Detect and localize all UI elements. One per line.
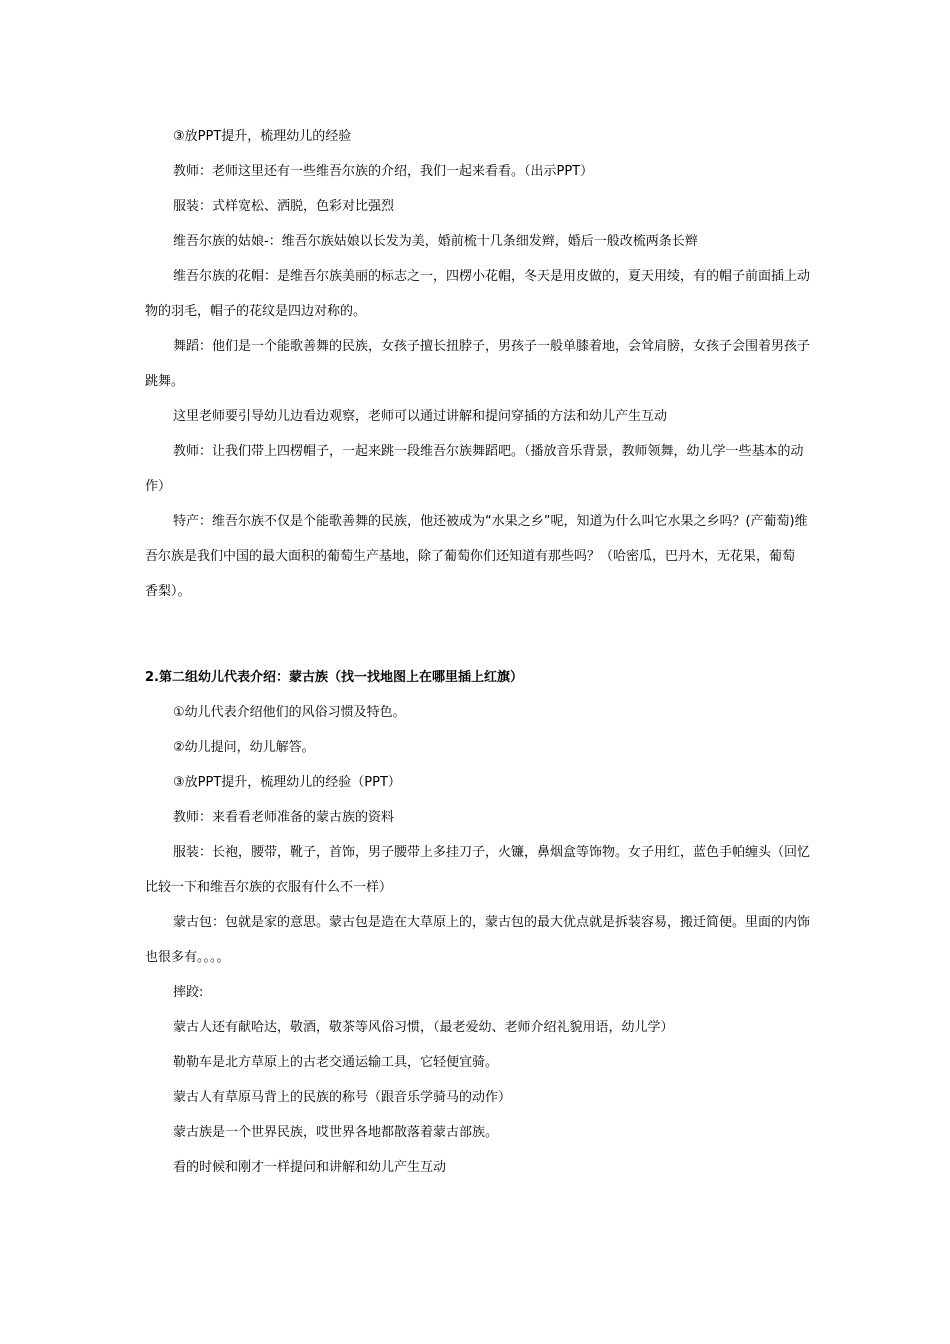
- paragraph: 特产：维吾尔族不仅是个能歌善舞的民族，他还被成为“水果之乡”呢，知道为什么叫它水果之乡吗？(产葡萄)维吾尔族是我们中国的最大面积的葡萄生产基地，除了葡萄你们还知道有那些吗？（哈密瓜，巴丹木，无花果，葡萄 香梨）。: [145, 514, 808, 599]
- section-uyghur: [145, 119, 810, 609]
- paragraph: 看的时候和刚才一样提问和讲解和幼儿产生互动: [173, 1160, 447, 1175]
- paragraph: 勒勒车是北方草原上的古老交通运输工具，它轻便宜骑。: [173, 1055, 499, 1070]
- paragraph: 服装：长袍，腰带，靴子，首饰，男子腰带上多挂刀子，火镰，鼻烟盒等饰物。女子用红，蓝色手帕缠头（回忆比较一下和维吾尔族的衣服有什么不一样）: [145, 845, 811, 895]
- paragraph: 蒙古族是一个世界民族，哎世界各地都散落着蒙古部族。: [173, 1125, 499, 1140]
- paragraph: 这里老师要引导幼儿边看边观察，老师可以通过讲解和提问穿插的方法和幼儿产生互动: [173, 409, 668, 424]
- paragraph: 教师：老师这里还有一些维吾尔族的介绍，我们一起来看看。（出示PPT）: [173, 164, 594, 179]
- paragraph: ①幼儿代表介绍他们的风俗习惯及特色。: [173, 705, 406, 720]
- paragraph: 维吾尔族的花帽：是维吾尔族美丽的标志之一，四楞小花帽，冬天是用皮做的，夏天用绫，有的帽子前面插上动物的羽毛，帽子的花纹是四边对称的。: [145, 269, 811, 319]
- paragraph: 蒙古包：包就是家的意思。蒙古包是造在大草原上的，蒙古包的最大优点就是拆装容易，搬迁简便。里面的内饰也很多有。。。。: [145, 915, 811, 965]
- paragraph: 摔跤:: [173, 985, 204, 1000]
- paragraph: 教师：让我们带上四楞帽子，一起来跳一段维吾尔族舞蹈吧。（播放音乐背景，教师领舞，幼儿学一些基本的动作）: [145, 444, 804, 494]
- paragraph: ③放PPT提升，梳理幼儿的经验: [173, 129, 352, 144]
- paragraph: 蒙古人还有献哈达，敬酒，敬茶等风俗习惯，（最老爱幼、老师介绍礼貌用语，幼儿学）: [173, 1020, 674, 1035]
- paragraph: ③放PPT提升，梳理幼儿的经验（PPT）: [173, 775, 401, 790]
- paragraph: 维吾尔族的姑娘-：维吾尔族姑娘以长发为美，婚前梳十几条细发辫，婚后一般改梳两条长辫: [173, 234, 698, 249]
- section-mongol: [145, 660, 810, 1185]
- paragraph: 教师：来看看老师准备的蒙古族的资料: [173, 810, 395, 825]
- paragraph: ②幼儿提问，幼儿解答。: [173, 740, 315, 755]
- paragraph: 舞蹈：他们是一个能歌善舞的民族，女孩子擅长扭脖子，男孩子一般单膝着地，会耸肩膀，女孩子会围着男孩子跳舞。: [145, 339, 811, 389]
- paragraph: 蒙古人有草原马背上的民族的称号（跟音乐学骑马的动作）: [173, 1090, 512, 1105]
- paragraph: 服装：式样宽松、洒脱，色彩对比强烈: [173, 199, 395, 214]
- section-heading: 2.第二组幼儿代表介绍：蒙古族（找一找地图上在哪里插上红旗）: [145, 670, 523, 685]
